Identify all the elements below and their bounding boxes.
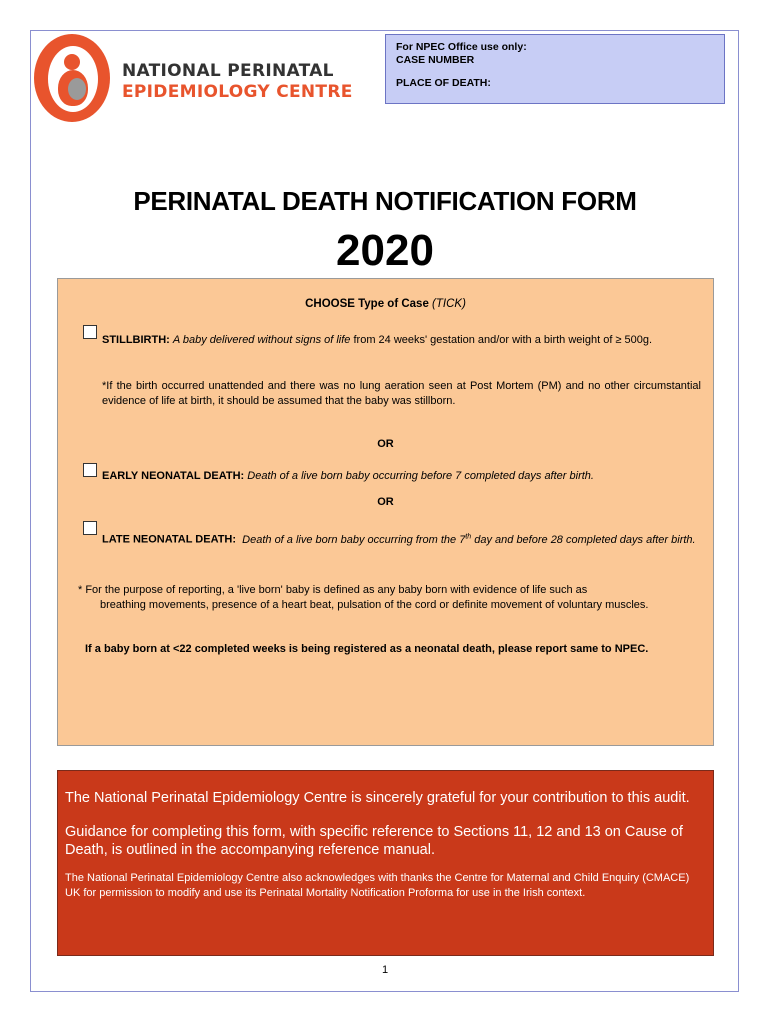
office-use-label: For NPEC Office use only:	[396, 41, 527, 53]
stillbirth-option: STILLBIRTH: A baby delivered without signs of life from 24 weeks' gestation and/or with a birth weight of ≥ 500g.	[102, 334, 653, 346]
early-neonatal-checkbox[interactable]	[83, 463, 97, 477]
office-use-box	[385, 34, 725, 104]
logo-line-1: NATIONAL PERINATAL	[122, 61, 334, 81]
case-type-section	[57, 278, 714, 746]
acknowledgement-box	[57, 770, 714, 956]
late-neonatal-option: LATE NEONATAL DEATH: Death of a live born baby occurring from the 7th day and before 28 completed days after birth.	[102, 533, 696, 546]
form-title: PERINATAL DEATH NOTIFICATION FORM	[133, 186, 637, 216]
logo-wordmark	[122, 61, 353, 103]
case-number-label: CASE NUMBER	[396, 54, 475, 66]
npec-logo	[34, 34, 353, 126]
acknowledgement-thanks: The National Perinatal Epidemiology Centre is sincerely grateful for your contribution to this audit.	[65, 790, 690, 806]
late-neonatal-checkbox[interactable]	[83, 521, 97, 535]
case-type-heading: CHOOSE Type of Case (TICK)	[305, 298, 466, 310]
live-born-definition: * For the purpose of reporting, a 'live born' baby is defined as any baby born with evidence of life such as breathing movements, presence of a heart beat, pulsation of the cord or definite movement of voluntary muscles.	[78, 584, 649, 611]
cmace-acknowledgement: The National Perinatal Epidemiology Centre also acknowledges with thanks the Centre for Maternal and Child Enquiry (CMACE) UK for permission to modify and use its Perinatal Mortality Notification Proforma for use in the Irish context.	[65, 872, 690, 899]
stillbirth-checkbox[interactable]	[83, 325, 97, 339]
form-year: 2020	[336, 226, 434, 275]
early-neonatal-option: EARLY NEONATAL DEATH: Death of a live born baby occurring before 7 completed days after birth.	[102, 470, 594, 482]
logo-mother-baby-icon	[34, 34, 110, 122]
stillbirth-note: *If the birth occurred unattended and there was no lung aeration seen at Post Mortem (PM) and no other circumstantial evidence of life at birth, it should be assumed that the baby was stillborn.	[102, 380, 701, 407]
place-of-death-label: PLACE OF DEATH:	[396, 77, 491, 89]
or-separator-1: OR	[377, 438, 394, 450]
page-number: 1	[381, 964, 389, 976]
logo-line-2: EPIDEMIOLOGY CENTRE	[122, 82, 353, 102]
guidance-note: Guidance for completing this form, with specific reference to Sections 11, 12 and 13 on Cause of Death, is outlined in the accompanying reference manual.	[65, 824, 683, 858]
or-separator-2: OR	[377, 496, 394, 508]
under-22-weeks-note: If a baby born at <22 completed weeks is being registered as a neonatal death, please report same to NPEC.	[85, 643, 649, 655]
